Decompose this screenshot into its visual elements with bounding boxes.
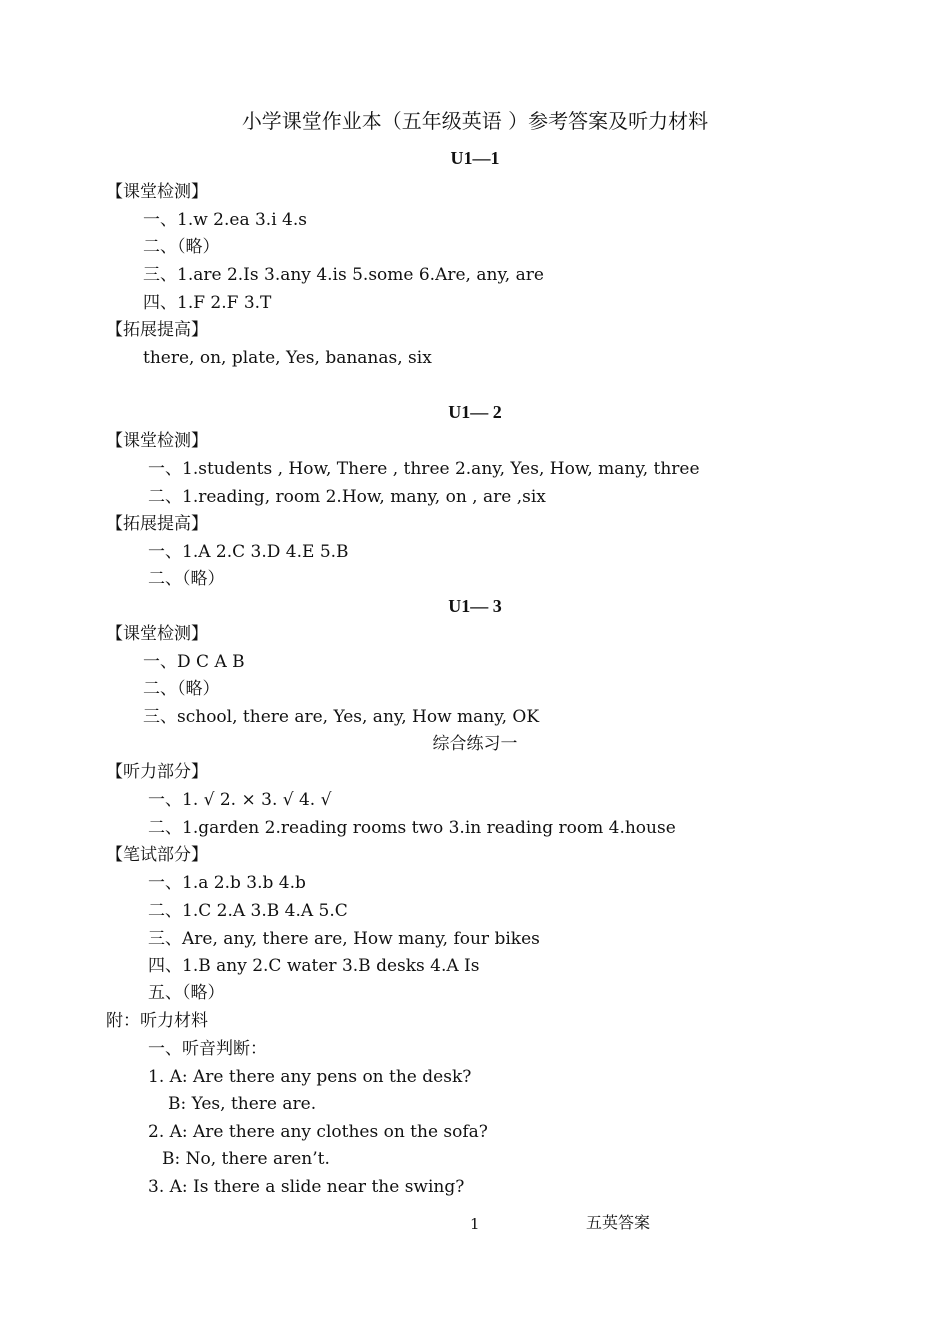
answer-line: 一、1.students , How, There , three 2.any, Yes, How, many, three [148, 459, 700, 479]
dialogue-line: B: Yes, there are. [168, 1094, 317, 1114]
appendix-label: 附：听力材料 [106, 1011, 208, 1031]
unit-heading-u1-1: U1—1 [450, 148, 500, 168]
answer-line: 二、1.garden 2.reading rooms two 3.in reading room 4.house [148, 818, 676, 838]
dialogue-line: 1. A: Are there any pens on the desk? [148, 1067, 472, 1087]
answer-line: 三、Are, any, there are, How many, four bikes [148, 929, 540, 949]
section-label-extension: 【拓展提高】 [106, 514, 208, 534]
answer-line: 一、1.A 2.C 3.D 4.E 5.B [148, 542, 349, 562]
section-label-extension: 【拓展提高】 [106, 320, 208, 340]
unit-heading-u1-3: U1— 3 [448, 596, 502, 616]
page-title: 小学课堂作业本（五年级英语 ）参考答案及听力材料 [241, 109, 709, 133]
section-label-listening: 【听力部分】 [106, 762, 208, 782]
answer-line: 四、1.F 2.F 3.T [143, 293, 272, 313]
footer-tag: 五英答案 [586, 1213, 651, 1232]
dialogue-line: B: No, there aren’t. [162, 1149, 330, 1169]
answer-line: there, on, plate, Yes, bananas, six [143, 348, 432, 368]
dialogue-line: 2. A: Are there any clothes on the sofa? [148, 1122, 488, 1142]
section-label-written: 【笔试部分】 [106, 845, 208, 865]
answer-line: 三、1.are 2.Is 3.any 4.is 5.some 6.Are, any, are [143, 265, 544, 285]
answer-line: 五、（略） [148, 983, 225, 1003]
answer-line: 二、（略） [143, 679, 220, 699]
section-label-classroom: 【课堂检测】 [106, 182, 208, 202]
answer-line: 四、1.B any 2.C water 3.B desks 4.A Is [148, 956, 480, 976]
answer-line: 二、（略） [143, 237, 220, 257]
answer-line: 一、1.w 2.ea 3.i 4.s [143, 210, 307, 230]
dialogue-line: 3. A: Is there a slide near the swing? [148, 1177, 465, 1197]
answer-line: 二、1.C 2.A 3.B 4.A 5.C [148, 901, 348, 921]
answer-line: 三、school, there are, Yes, any, How many, OK [143, 707, 540, 727]
section-label-classroom: 【课堂检测】 [106, 431, 208, 451]
appendix-part-label: 一、听音判断： [148, 1039, 267, 1059]
unit-heading-u1-2: U1— 2 [448, 402, 502, 422]
answer-line: 二、1.reading, room 2.How, many, on , are ,six [148, 487, 546, 507]
answer-line: 一、1. √ 2. × 3. √ 4. √ [148, 790, 332, 810]
answer-line: 一、1.a 2.b 3.b 4.b [148, 873, 306, 893]
answer-line: 一、D C A B [143, 652, 245, 672]
section-label-classroom: 【课堂检测】 [106, 624, 208, 644]
answer-line: 二、（略） [148, 569, 225, 589]
review-heading: 综合练习一 [432, 734, 518, 754]
page-number: 1 [470, 1215, 480, 1233]
